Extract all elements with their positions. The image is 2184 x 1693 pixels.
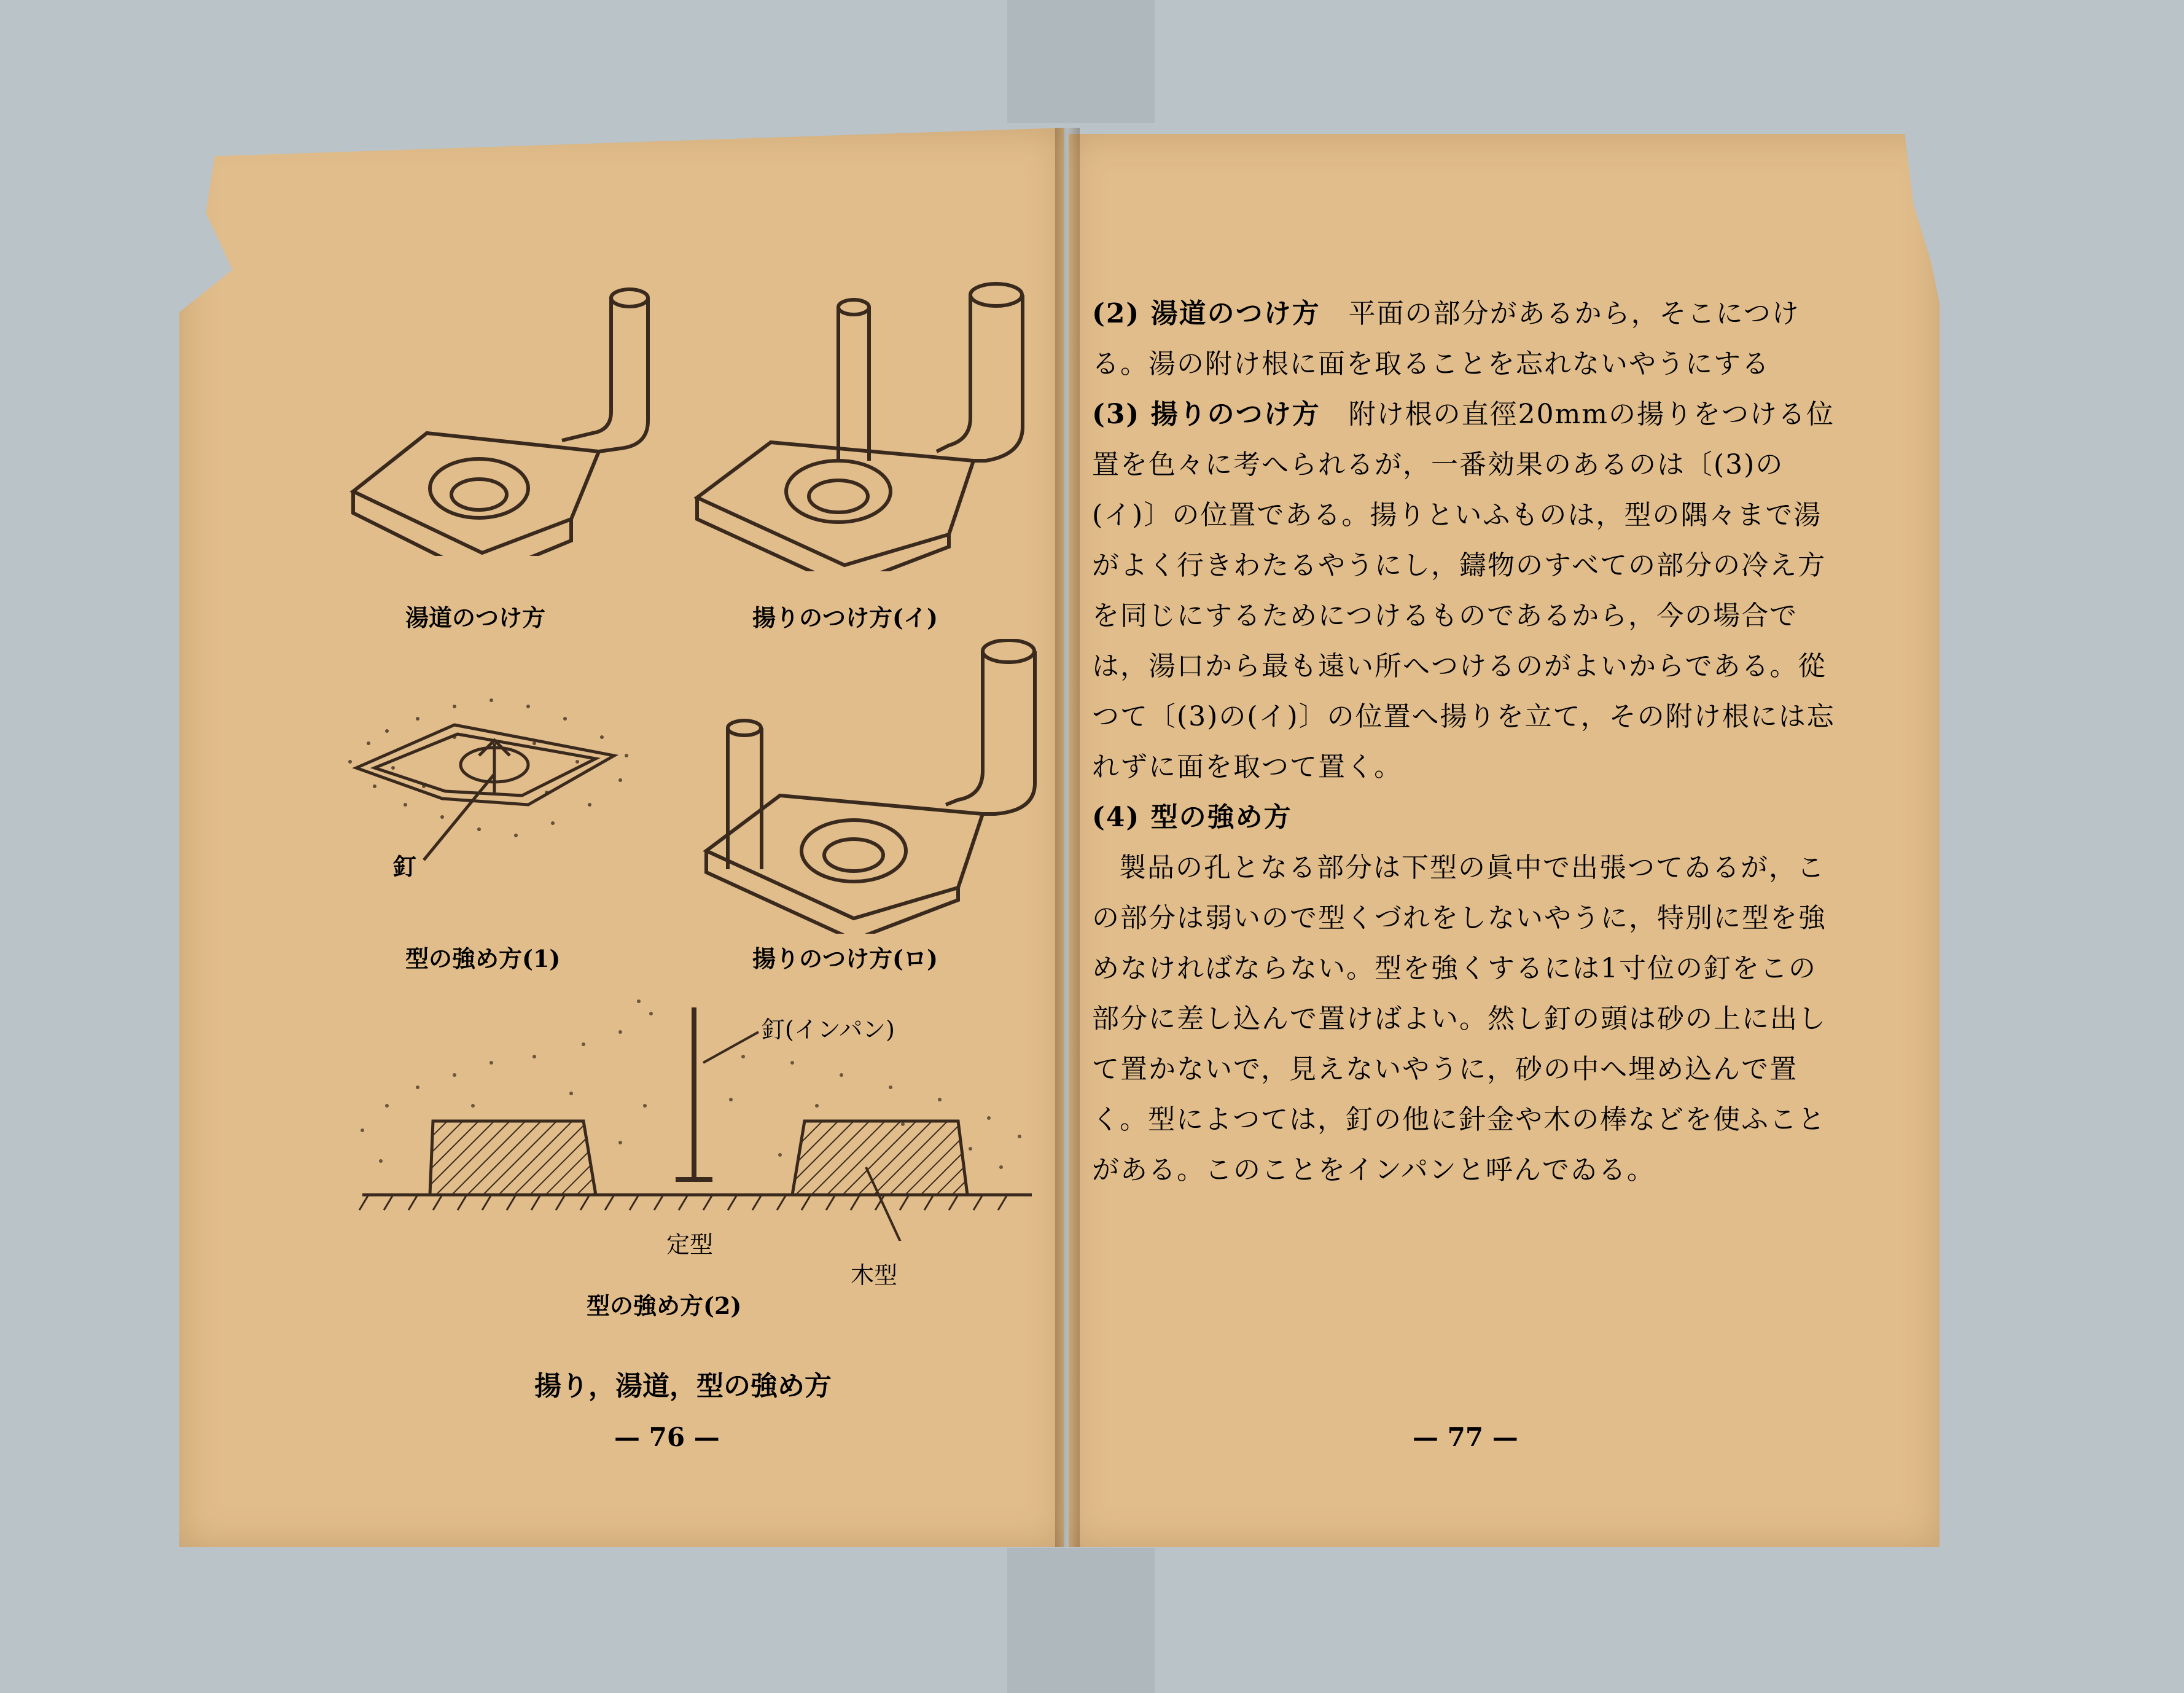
figure-caption-mold-reinforce-2: 型の強め方(2) xyxy=(587,1292,742,1320)
page-number-right: — 77 — xyxy=(1413,1422,1518,1452)
figure-label-base-mold: 定型 xyxy=(666,1231,714,1258)
figure-label-nail-inpan: 釘(インパン) xyxy=(762,1016,895,1043)
figure-mold-reinforce-1 xyxy=(332,682,651,866)
background-strip-bottom xyxy=(1007,1548,1155,1693)
figure-runner xyxy=(341,280,660,556)
figure-label-wooden-pattern: 木型 xyxy=(851,1262,898,1289)
figure-caption-runner: 湯道のつけ方 xyxy=(405,604,546,631)
section-text-runner: 平面の部分があるから，そこにつける。湯の附け根に面を取ることを忘れないやうにする xyxy=(1092,298,1800,380)
background-strip-top xyxy=(1007,0,1155,123)
figure-label-nail: 釘 xyxy=(393,853,417,880)
section-riser xyxy=(1092,389,1844,792)
figure-title: 揚り，湯道，型の強め方 xyxy=(534,1370,832,1402)
figure-caption-riser-b: 揚りのつけ方(ロ) xyxy=(752,945,938,972)
page-number-left: — 76 — xyxy=(614,1422,720,1452)
figure-riser-a xyxy=(691,276,1035,571)
section-heading-riser: (3) 揚りのつけ方 xyxy=(1092,399,1320,430)
section-runner xyxy=(1092,289,1844,389)
section-heading-runner: (2) 湯道のつけ方 xyxy=(1092,298,1320,329)
figure-caption-mold-reinforce-1: 型の強め方(1) xyxy=(405,945,561,972)
figure-riser-b xyxy=(700,639,1044,934)
right-page-text xyxy=(1092,289,1844,1195)
book-gutter xyxy=(1055,128,1080,1547)
figure-caption-riser-a: 揚りのつけ方(イ) xyxy=(752,604,938,631)
section-text-mold: 製品の孔となる部分は下型の眞中で出張つてゐるが，この部分は弱いので型くづれをしないやうに，特別に型を強めなければならない。型を強くするには1寸位の釘をこの部分に差し込んで置けばよい。然し釘の頭は砂の上に出して置かないで，見えないやうに，砂の中へ埋め込んで置く。型によつては，釘の他に針金や木の棒などを使ふことがある。このことをインパンと呼んでゐる。 xyxy=(1092,852,1827,1186)
section-text-riser: 附け根の直徑20mmの揚りをつける位置を色々に考へられるが，一番効果のあるのは〔(3)の(イ)〕の位置である。揚りといふものは，型の隅々まで湯がよく行きわたるやうにし，鑄物のすべての部分の冷え方を同じにするためにつけるものであるから，今の場合では，湯口から最も遠い所へつけるのがよいからである。從つて〔(3)の(イ)〕の位置へ揚りを立て，その附け根には忘れずに面を取つて置く。 xyxy=(1092,399,1835,783)
figure-mold-reinforce-2 xyxy=(350,983,1032,1241)
section-heading-mold: (4) 型の強め方 xyxy=(1092,802,1292,833)
